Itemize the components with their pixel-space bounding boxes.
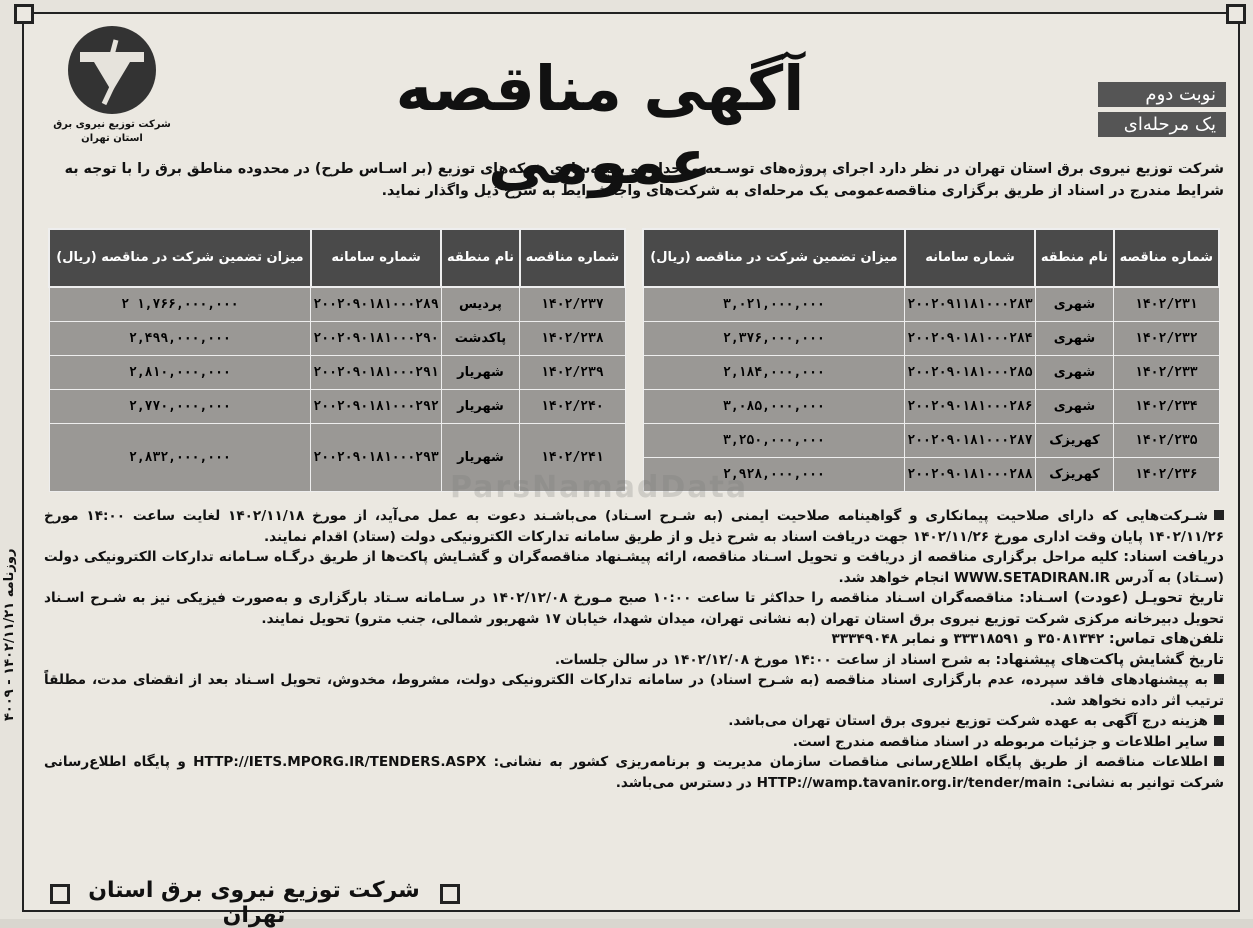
paragraph-text: کلیه مراحل برگزاری مناقصه از دریافت و تحویل اسـناد مناقصه، ارائه پیشـنهاد مناقصه‌گران و گشـایش پاکت‌ها از طریق درگـاه سـامانه تدارکات الکترونیکی دولت (سـتاد) به آدرس WWW.SETADIRAN.IR انجام خواهد شد. <box>44 549 1224 586</box>
cell: ۲,۳۷۶,۰۰۰,۰۰۰ <box>643 322 905 356</box>
cell: ۱۴۰۲/۲۳۶ <box>1114 458 1219 492</box>
cell: ۲۰۰۲۰۹۰۱۸۱۰۰۰۲۹۲ <box>311 390 441 424</box>
paragraph <box>44 506 1224 547</box>
paragraph <box>44 670 1224 711</box>
cell: ۲۰۰۲۰۹۰۱۸۱۰۰۰۲۸۷ <box>905 424 1035 458</box>
bullet-square-icon <box>1214 736 1224 746</box>
paragraph-text: ۳۵۰۸۱۳۴۲ و ۳۳۳۱۸۵۹۱ و نمابر ۳۳۳۴۹۰۴۸ <box>831 631 1105 647</box>
paragraph <box>44 711 1224 732</box>
cell: ۲۰۰۲۰۹۰۱۸۱۰۰۰۲۹۰ <box>311 322 441 356</box>
watermark: ParsNamadData <box>450 470 749 505</box>
cell: ۱۴۰۲/۲۳۷ <box>520 287 625 322</box>
table-row <box>49 287 1219 322</box>
column-gap <box>625 322 643 356</box>
cell: پردیس <box>441 287 519 322</box>
paragraph <box>44 752 1224 793</box>
column-gap <box>625 424 643 458</box>
bullet-square-icon <box>1214 756 1224 766</box>
column-gap <box>625 390 643 424</box>
cell: ۱۴۰۲/۲۳۲ <box>1114 322 1219 356</box>
column-gap <box>625 229 643 287</box>
paragraph <box>44 732 1224 753</box>
paragraph-text: مناقصه‌گران اسـناد مناقصه را حداکثر تا ساعت ۱۰:۰۰ صبح مـورخ ۱۴۰۲/۱۲/۰۸ در سـامانه سـتاد بارگزاری و به‌صورت فیزیکی نیز به شـرح اسـناد تحویل دبیرخانه مرکزی شرکت توزیع نیروی برق استان تهران (به نشانی تهران، میدان شهدا، خیابان ۱۷ شهریور شمالی، جنب مترو) تحویل نمایند. <box>44 590 1224 627</box>
cell: ۱۴۰۲/۲۳۱ <box>1114 287 1219 322</box>
bullet-square-icon <box>1214 510 1224 520</box>
cell: کهریزک <box>1035 424 1113 458</box>
col-header: شماره مناقصه <box>1114 229 1219 287</box>
cell: کهریزک <box>1035 458 1113 492</box>
paragraph-label: تاریخ گشایش پاکت‌های پیشنهاد: <box>995 651 1224 668</box>
cell: ۲,۱۸۴,۰۰۰,۰۰۰ <box>643 356 905 390</box>
footer-ornament <box>440 884 460 904</box>
cell: شهریار <box>441 390 519 424</box>
cell: ۱۴۰۲/۲۴۱ <box>520 424 625 492</box>
col-header: شماره سامانه <box>905 229 1035 287</box>
cell <box>49 287 311 322</box>
cell: ۲,۴۹۹,۰۰۰,۰۰۰ <box>49 322 311 356</box>
col-header: نام منطقه <box>1035 229 1113 287</box>
paragraph-text: اطلاعات مناقصه از طریق پایگاه اطلاع‌رسانی مناقصات سازمان مدیریت و برنامه‌ریزی کشور به نشانی: HTTP://IETS.MPORG.IR/TENDERS.ASPX و پایگاه اطلاع‌رسانی شرکت توانیر به نشانی: HTTP://wamp.tavanir.org.ir/tender/main در دسترس می‌باشد. <box>44 754 1224 791</box>
logo-caption-line2: استان تهران <box>81 133 143 144</box>
cell: ۲۰۰۲۰۹۰۱۸۱۰۰۰۲۸۶ <box>905 390 1035 424</box>
bullet-square-icon <box>1214 674 1224 684</box>
cell: ۱۴۰۲/۲۳۵ <box>1114 424 1219 458</box>
cell: ۲۰۰۲۰۹۰۱۸۱۰۰۰۲۹۳ <box>311 424 441 492</box>
stage-label: یک مرحله‌ای <box>1098 112 1226 137</box>
col-header: شماره سامانه <box>311 229 441 287</box>
footer-company-name: شرکت توزیع نیروی برق استان تهران <box>88 878 420 928</box>
col-header: میزان تضمین شرکت در مناقصه (ریال) <box>643 229 905 287</box>
cell: ۱۴۰۲/۲۴۰ <box>520 390 625 424</box>
cell: ۲۰۰۲۰۹۰۱۸۱۰۰۰۲۹۱ <box>311 356 441 390</box>
cell: ۳,۰۲۱,۰۰۰,۰۰۰ <box>643 287 905 322</box>
paragraph-text: شـرکت‌هایی که دارای صلاحیت پیمانکاری و گواهینامه صلاحیت ایمنی (به شـرح اسـناد) می‌باشـند دعوت به عمل می‌آید، از مورخ ۱۴۰۲/۱۱/۱۸ لغایت ساعت ۱۴:۰۰ مورخ ۱۴۰۲/۱۱/۲۶ پایان وقت اداری مورخ ۱۴۰۲/۱۱/۲۶ جهت دریافت اسناد به شرح ذیل و از طریق سامانه تدارکات الکترونیکی دولت (ستاد) اقدام نمایند. <box>44 508 1224 545</box>
body-text <box>44 506 1224 793</box>
cell: ۳,۲۵۰,۰۰۰,۰۰۰ <box>643 424 905 458</box>
cell: شهری <box>1035 356 1113 390</box>
paragraph-text: به شرح اسناد از ساعت ۱۴:۰۰ مورخ ۱۴۰۲/۱۲/۰۸ در سالن جلسات. <box>554 651 991 668</box>
footer-ornament <box>50 884 70 904</box>
paragraph <box>44 588 1224 629</box>
cell: ۲۰۰۲۰۹۰۱۸۱۰۰۰۲۸۵ <box>905 356 1035 390</box>
col-header: شماره مناقصه <box>520 229 625 287</box>
cell: شهریار <box>441 424 519 492</box>
cell: شهری <box>1035 287 1113 322</box>
cell: شهری <box>1035 390 1113 424</box>
paragraph <box>44 629 1224 650</box>
cell: ۱۴۰۲/۲۳۳ <box>1114 356 1219 390</box>
cell: ۱۴۰۲/۲۳۸ <box>520 322 625 356</box>
paragraph-text: به پیشنهادهای فاقد سپرده، عدم بارگزاری اسناد مناقصه (به شـرح اسناد) در سامانه تدارکات الکترونیکی دولت، مشروط، مخدوش، تحویل اسـناد بعد از انقضای مدت، مطلقاً ترتیب اثر داده نخواهد شد. <box>44 672 1224 709</box>
cell: ۱۴۰۲/۲۳۹ <box>520 356 625 390</box>
col-header: میزان تضمین شرکت در مناقصه (ریال) <box>49 229 311 287</box>
page-title: آگهی مناقصه عمومی <box>395 52 805 198</box>
cell: شهری <box>1035 322 1113 356</box>
table-row <box>49 356 1219 390</box>
bullet-square-icon <box>1214 715 1224 725</box>
paragraph-label: تاریخ تحویـل (عودت) اسـناد: <box>1019 590 1224 606</box>
cell: ۲۰۰۲۰۹۰۱۸۱۰۰۰۲۸۸ <box>905 458 1035 492</box>
cell: ۱۴۰۲/۲۳۴ <box>1114 390 1219 424</box>
paragraph-label: تلفن‌های تماس: <box>1108 631 1224 647</box>
paragraph-text: سایر اطلاعات و جزئیات مربوطه در اسناد مناقصه مندرج است. <box>792 733 1208 750</box>
tender-table <box>48 228 1220 492</box>
corner-ornament <box>14 4 34 24</box>
cell: پاکدشت <box>441 322 519 356</box>
cell: ۲۰۰۲۰۹۰۱۸۱۰۰۰۲۸۹ <box>311 287 441 322</box>
column-gap <box>625 356 643 390</box>
cell: ۲,۸۳۲,۰۰۰,۰۰۰ <box>49 424 311 492</box>
intro-paragraph: شرکت توزیع نیروی برق استان تهران در نظر دارد اجرای پروژه‌های توسـعه و احداث و بهینه‌سازی شبکه‌های توزیع (بر اسـاس طرح) در محدوده مناطق برق را با توجه به شرایط مندرج در اسناد از طریق برگزاری مناقصه‌عمومی یک مرحله‌ای به شرکت‌های واجدشرایط به شرح ذیل واگذار نماید. <box>64 161 1224 199</box>
paragraph <box>44 547 1224 588</box>
stray-mark: ۲ <box>121 297 130 312</box>
cell: شهریار <box>441 356 519 390</box>
cell: ۳,۰۸۵,۰۰۰,۰۰۰ <box>643 390 905 424</box>
corner-ornament <box>1226 4 1246 24</box>
paragraph <box>44 650 1224 671</box>
paragraph-label: دریافت اسناد: <box>1123 549 1224 565</box>
col-header: نام منطقه <box>441 229 519 287</box>
power-company-logo-icon <box>64 22 160 118</box>
cell: ۲۰۰۲۰۹۱۱۸۱۰۰۰۲۸۳ <box>905 287 1035 322</box>
cell: ۲,۸۱۰,۰۰۰,۰۰۰ <box>49 356 311 390</box>
table-header-row <box>49 229 1219 287</box>
cell: ۲,۹۲۸,۰۰۰,۰۰۰ <box>643 458 905 492</box>
cell: ۲۰۰۲۰۹۰۱۸۱۰۰۰۲۸۴ <box>905 322 1035 356</box>
column-gap <box>625 287 643 322</box>
logo-caption-line1: شرکت توزیع نیروی برق <box>53 119 171 130</box>
round-label: نوبت دوم <box>1098 82 1226 107</box>
table-row <box>49 390 1219 424</box>
company-logo <box>52 22 172 162</box>
paragraph-text: هزینه درج آگهی به عهده شرکت توزیع نیروی برق استان تهران می‌باشد. <box>728 713 1208 729</box>
side-newspaper-label: روزنامه ۱۴۰۲/۱۱/۲۱ - ۴۰۰۹ <box>2 548 17 722</box>
table-row <box>49 322 1219 356</box>
table-row <box>49 424 1219 458</box>
cell-value: ۱,۷۶۶,۰۰۰,۰۰۰ <box>136 297 239 312</box>
cell: ۲,۷۷۰,۰۰۰,۰۰۰ <box>49 390 311 424</box>
